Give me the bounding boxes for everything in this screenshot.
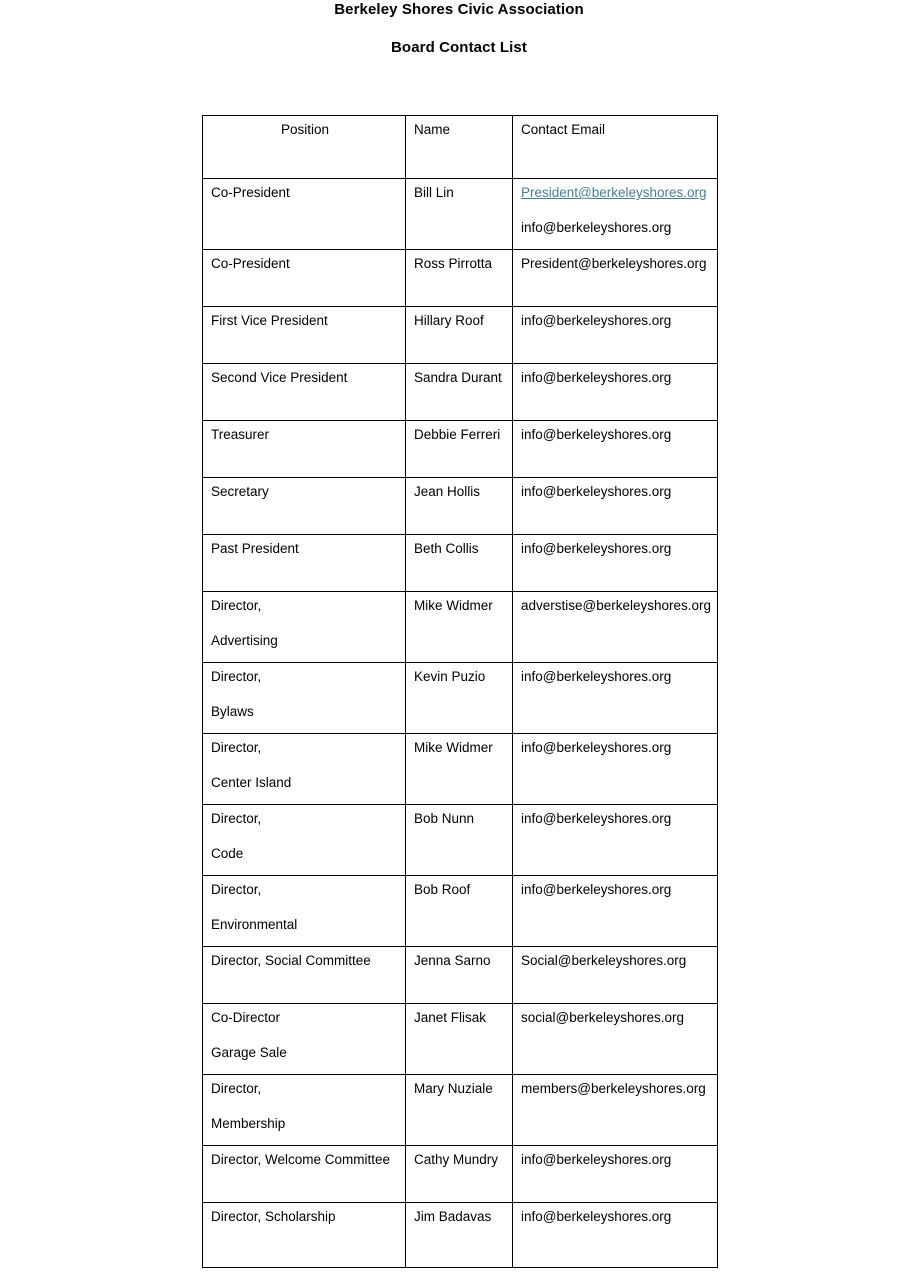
position-cell [203,805,406,876]
name-cell [406,734,513,805]
name-text: Mary Nuziale [414,1081,493,1096]
email-text: info@berkeleyshores.org [521,370,672,385]
email-cell [513,1146,718,1203]
email-cell [513,179,718,250]
table-row [203,663,718,734]
table-row [203,592,718,663]
email-cell [513,478,718,535]
board-contact-table [202,115,718,1268]
name-cell [406,535,513,592]
name-cell [406,1146,513,1203]
name-text: Jenna Sarno [414,953,491,968]
name-text: Bob Nunn [414,811,475,826]
position-text: Garage Sale [211,1045,287,1060]
email-text: social@berkeleyshores.org [521,1010,685,1025]
position-text: Past President [211,541,299,556]
table-row [203,421,718,478]
table-row [203,535,718,592]
position-text: Treasurer [211,427,270,442]
position-text: Code [211,846,244,861]
position-text: Bylaws [211,704,254,719]
email-cell [513,307,718,364]
email-text: info@berkeleyshores.org [521,220,672,235]
email-text: info@berkeleyshores.org [521,740,672,755]
email-text: info@berkeleyshores.org [521,1152,672,1167]
table-row [203,734,718,805]
position-cell [203,1203,406,1268]
email-text: info@berkeleyshores.org [521,811,672,826]
position-cell [203,1004,406,1075]
position-cell [203,663,406,734]
name-cell [406,307,513,364]
position-text: Director, [211,598,262,613]
position-cell [203,421,406,478]
name-cell [406,250,513,307]
email-cell [513,876,718,947]
name-cell [406,947,513,1004]
header-position: Position [203,116,406,179]
name-text: Jim Badavas [414,1209,492,1224]
table-row [203,1146,718,1203]
position-cell [203,947,406,1004]
position-text: Director, [211,811,262,826]
table-row [203,364,718,421]
email-text: info@berkeleyshores.org [521,313,672,328]
table-row [203,307,718,364]
position-text: First Vice President [211,313,328,328]
name-cell [406,805,513,876]
position-text: Membership [211,1116,286,1131]
email-cell [513,1075,718,1146]
name-text: Sandra Durant [414,370,502,385]
position-cell [203,1075,406,1146]
position-text: Co-Director [211,1010,281,1025]
position-cell [203,1146,406,1203]
table-row [203,947,718,1004]
name-cell [406,1203,513,1268]
name-cell [406,663,513,734]
email-text: info@berkeleyshores.org [521,427,672,442]
email-line [521,185,711,201]
position-cell [203,179,406,250]
email-cell [513,364,718,421]
position-cell [203,734,406,805]
email-text: info@berkeleyshores.org [521,541,672,556]
name-cell [406,421,513,478]
email-cell [513,947,718,1004]
name-text: Debbie Ferreri [414,427,501,442]
email-text: info@berkeleyshores.org [521,484,672,499]
email-link[interactable]: President@berkeleyshores.org [521,185,707,200]
position-text: Director, [211,882,262,897]
table-row [203,179,718,250]
email-text: adverstise@berkeleyshores.org [521,598,712,613]
email-cell [513,663,718,734]
name-text: Beth Collis [414,541,479,556]
table-row [203,1075,718,1146]
name-text: Cathy Mundry [414,1152,499,1167]
position-text: Director, [211,1081,262,1096]
name-cell [406,876,513,947]
email-text: info@berkeleyshores.org [521,669,672,684]
email-text: info@berkeleyshores.org [521,1209,672,1224]
position-cell [203,364,406,421]
board-contact-table-container [202,115,717,1268]
position-cell [203,478,406,535]
email-text: info@berkeleyshores.org [521,882,672,897]
position-cell [203,592,406,663]
position-text: Co-President [211,256,290,271]
position-text: Co-President [211,185,290,200]
email-cell [513,1203,718,1268]
position-text: Director, Social Committee [211,953,371,968]
name-cell [406,478,513,535]
name-text: Hillary Roof [414,313,484,328]
table-row [203,478,718,535]
position-text: Advertising [211,633,278,648]
email-text: Social@berkeleyshores.org [521,953,687,968]
position-text: Director, [211,740,262,755]
table-row [203,876,718,947]
name-text: Bob Roof [414,882,471,897]
email-cell [513,734,718,805]
position-text: Center Island [211,775,292,790]
position-text: Secretary [211,484,269,499]
position-text: Director, Scholarship [211,1209,336,1224]
email-text: President@berkeleyshores.org [521,256,707,271]
position-text: Director, [211,669,262,684]
name-cell [406,592,513,663]
header-row [203,116,718,179]
email-cell [513,250,718,307]
position-cell [203,876,406,947]
header-contact-email: Contact Email [513,116,718,179]
page-title: Berkeley Shores Civic Association [334,1,584,18]
name-text: Mike Widmer [414,598,493,613]
name-cell [406,179,513,250]
position-cell [203,250,406,307]
email-cell [513,421,718,478]
position-cell [203,307,406,364]
name-text: Mike Widmer [414,740,493,755]
email-cell [513,535,718,592]
position-text: Director, Welcome Committee [211,1152,391,1167]
position-cell [203,535,406,592]
table-row [203,1004,718,1075]
name-text: Bill Lin [414,185,454,200]
table-row [203,805,718,876]
position-text: Second Vice President [211,370,348,385]
email-cell [513,592,718,663]
table-row [203,1203,718,1268]
table-row [203,250,718,307]
name-cell [406,364,513,421]
email-cell [513,1004,718,1075]
name-cell [406,1004,513,1075]
page-subtitle: Board Contact List [391,39,527,56]
name-text: Jean Hollis [414,484,481,499]
name-text: Janet Flisak [414,1010,487,1025]
header-name: Name [406,116,513,179]
board-table-body [203,179,718,1268]
position-text: Environmental [211,917,298,932]
name-cell [406,1075,513,1146]
email-cell [513,805,718,876]
email-text: members@berkeleyshores.org [521,1081,706,1096]
name-text: Kevin Puzio [414,669,486,684]
name-text: Ross Pirrotta [414,256,493,271]
